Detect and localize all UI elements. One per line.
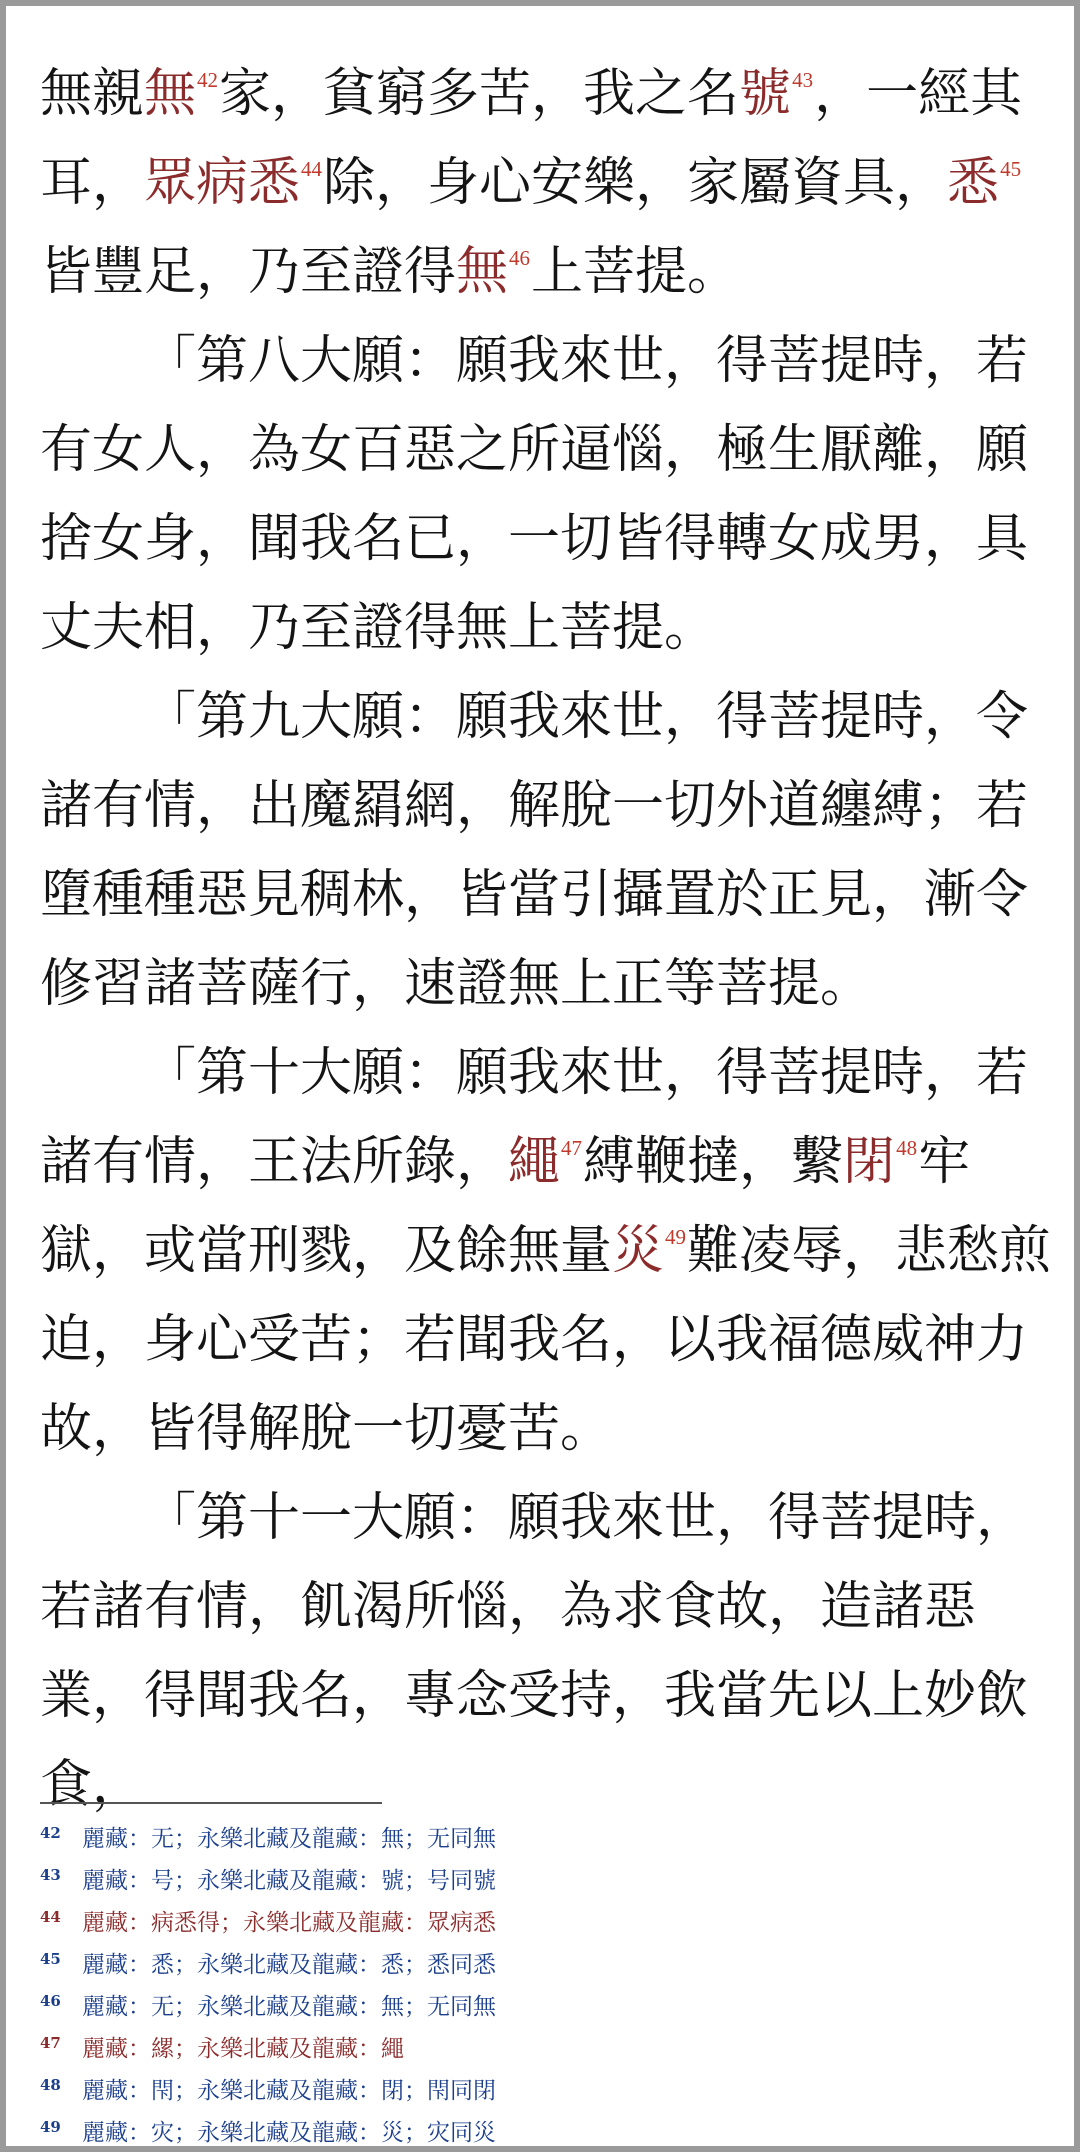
text-run: ，一經其耳，: [40, 64, 1023, 213]
variant-character: 災: [612, 1221, 665, 1281]
footnote-marker: 44: [301, 156, 323, 181]
footnote-line: [40, 1899, 1054, 1941]
footnote-number: 49: [40, 2118, 61, 2136]
footnote-text: 麗藏：号；永樂北藏及龍藏：號；号同號: [82, 1868, 496, 1894]
footnote-number: 44: [40, 1908, 61, 1926]
footnote-text: 麗藏：悉；永樂北藏及龍藏：悉；悉同悉: [82, 1952, 496, 1978]
footnote-text: 麗藏：无；永樂北藏及龍藏：無；无同無: [82, 1994, 496, 2020]
footnote-marker: 43: [792, 67, 814, 92]
footnote-separator: [40, 1802, 382, 1804]
variant-character: 閉: [843, 1132, 896, 1192]
footnote-number: 45: [40, 1950, 61, 1968]
footnote-line: [40, 1857, 1054, 1899]
footnote-marker: 46: [509, 245, 531, 270]
footnote-line: [40, 2025, 1054, 2067]
footnote-text: 麗藏：无；永樂北藏及龍藏：無；无同無: [82, 1826, 496, 1852]
footnote-number: 42: [40, 1824, 61, 1842]
footnote-line: [40, 2109, 1054, 2151]
footnote-line: [40, 1941, 1054, 1983]
footnote-marker: 45: [1000, 156, 1022, 181]
text-run: 「第十一大願：願我來世，得菩提時，若諸有情，飢渴所惱，為求食故，造諸惡業，得聞我名，專念受持，我當先以上妙飲食，: [40, 1488, 1029, 1815]
footnote-marker: 49: [665, 1224, 687, 1249]
footnote-number: 47: [40, 2034, 61, 2052]
text-run: 除，身心安樂，家屬資具，: [323, 153, 948, 213]
sutra-paragraph: [40, 673, 1054, 1029]
footnote-line: [40, 2067, 1054, 2109]
variant-character: 眾病悉: [144, 153, 301, 213]
footnotes-block: [40, 1815, 1054, 2151]
sutra-paragraph: [40, 1474, 1054, 1830]
variant-character: 號: [739, 64, 792, 124]
variant-character: 無: [144, 64, 197, 124]
sutra-paragraph: [40, 50, 1054, 317]
text-run: 牢獄，或當刑戮，及餘無量: [40, 1132, 971, 1281]
footnote-text: 麗藏：病悉得；永樂北藏及龍藏：眾病悉: [82, 1910, 496, 1936]
text-run: 難凌辱，悲愁煎迫，身心受苦；若聞我名，以我福德威神力故，皆得解脫一切憂苦。: [40, 1221, 1052, 1459]
footnote-number: 48: [40, 2076, 61, 2094]
sutra-body-text: [40, 50, 1054, 1830]
footnote-marker: 42: [197, 67, 219, 92]
text-run: 無親: [40, 64, 145, 124]
sutra-paragraph: [40, 1029, 1054, 1474]
footnote-marker: 48: [896, 1135, 918, 1160]
footnote-line: [40, 1815, 1054, 1857]
text-run: 「第十大願：願我來世，得菩提時，若諸有情，王法所錄，: [40, 1043, 1029, 1192]
text-run: 「第九大願：願我來世，得菩提時，令諸有情，出魔羂網，解脫一切外道纏縛；若墮種種惡見稠林，皆當引攝置於正見，漸令修習諸菩薩行，速證無上正等菩提。: [40, 687, 1029, 1014]
variant-character: 無: [456, 242, 509, 302]
footnote-text: 麗藏：閇；永樂北藏及龍藏：閉；閇同閉: [82, 2078, 496, 2104]
text-run: 家，貧窮多苦，我之名: [219, 64, 740, 124]
footnote-line: [40, 1983, 1054, 2025]
variant-character: 悉: [947, 153, 1000, 213]
footnote-text: 麗藏：縲；永樂北藏及龍藏：繩: [82, 2036, 404, 2062]
footnote-number: 46: [40, 1992, 61, 2010]
footnote-marker: 47: [561, 1135, 583, 1160]
text-run: 縛鞭撻，繫: [583, 1132, 844, 1192]
footnote-text: 麗藏：灾；永樂北藏及龍藏：災；灾同災: [82, 2120, 496, 2146]
text-run: 「第八大願：願我來世，得菩提時，若有女人，為女百惡之所逼惱，極生厭離，願捨女身，聞我名已，一切皆得轉女成男，具丈夫相，乃至證得無上菩提。: [40, 331, 1029, 658]
text-run: 上菩提。: [531, 242, 740, 302]
text-run: 皆豐足，乃至證得: [40, 242, 457, 302]
footnote-number: 43: [40, 1866, 61, 1884]
sutra-paragraph: [40, 317, 1054, 673]
variant-character: 繩: [508, 1132, 561, 1192]
